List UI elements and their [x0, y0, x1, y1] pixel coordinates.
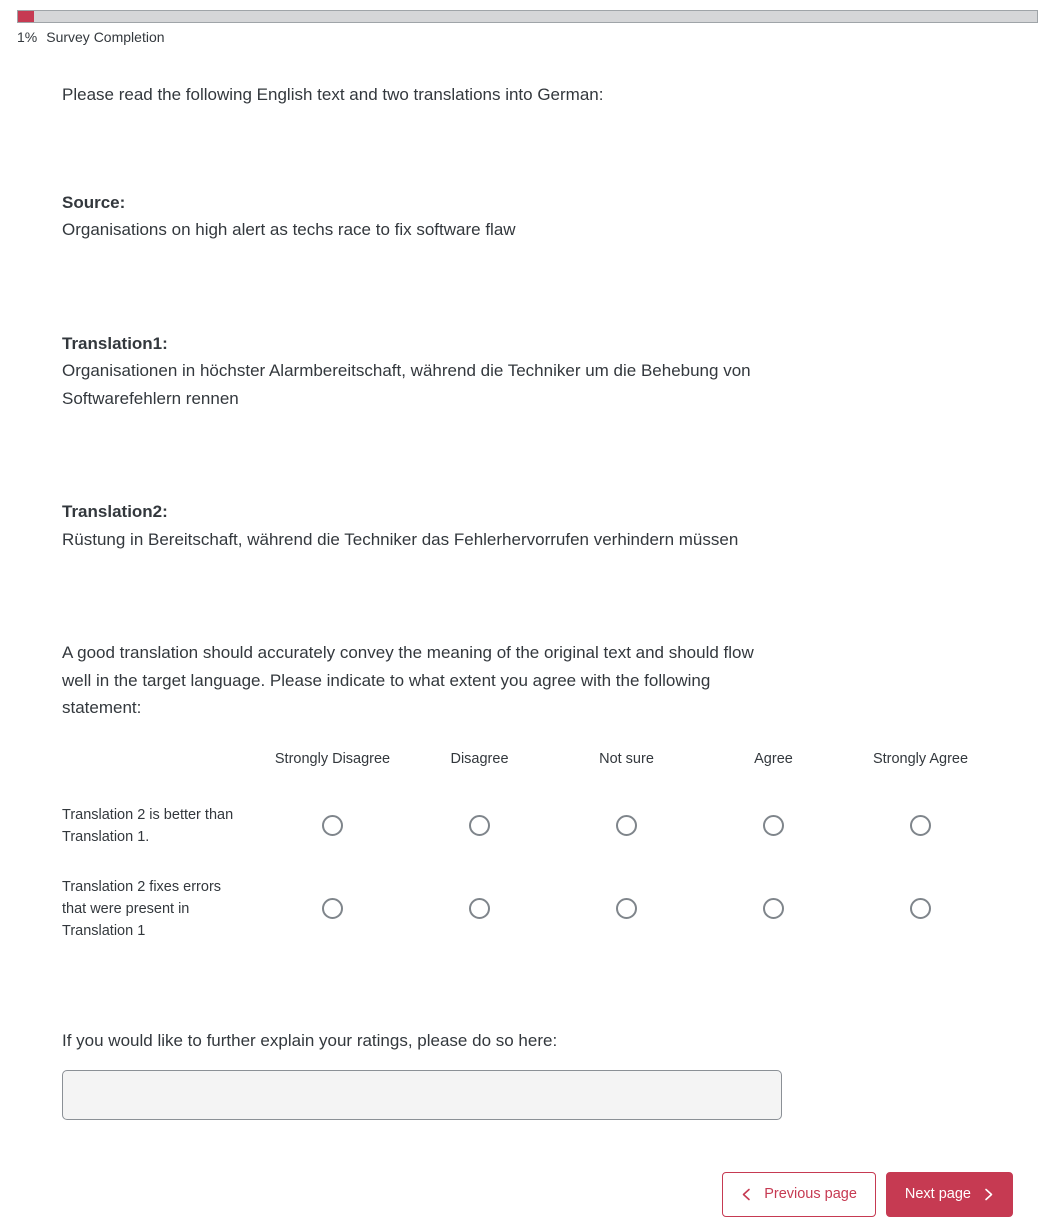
likert-option-agree: Agree [754, 750, 793, 767]
likert-statement-2: Translation 2 fixes errors that were present in Translation 1 [62, 878, 222, 939]
chevron-right-icon [983, 1188, 994, 1201]
radio-statement1-not-sure[interactable] [616, 815, 637, 836]
survey-page [62, 81, 1054, 1217]
survey-completion-text [17, 28, 1054, 46]
previous-page-label: Previous page [764, 1186, 857, 1202]
radio-statement1-agree[interactable] [763, 815, 784, 836]
radio-statement1-disagree[interactable] [469, 815, 490, 836]
translation1-label: Translation1: [62, 333, 168, 353]
likert-option-not-sure: Not sure [599, 750, 654, 767]
likert-header-row [62, 750, 1054, 769]
previous-page-button[interactable] [722, 1172, 876, 1217]
source-text: Organisations on high alert as techs race to fix software flaw [62, 220, 516, 239]
chevron-left-icon [741, 1188, 752, 1201]
translation2-label: Translation2: [62, 502, 168, 521]
question-text: A good translation should accurately convey the meaning of the original text and should flow well in the target language. Please indicate to what extent you agree with the following statement: [62, 643, 754, 717]
comment-label: If you would like to further explain your ratings, please do so here: [62, 1030, 558, 1050]
intro-text: Please read the following English text and two translations into German: [62, 85, 604, 104]
source-block [62, 189, 1054, 244]
translation1-text: Organisationen in höchster Alarmbereitschaft, während die Techniker um die Behebung von Softwarefehlern rennen [62, 361, 751, 408]
likert-matrix [62, 750, 1054, 947]
radio-statement1-strongly-disagree[interactable] [322, 815, 343, 836]
likert-option-disagree: Disagree [450, 750, 509, 767]
survey-progress-bar [17, 10, 1038, 23]
translation1-block [62, 330, 1054, 413]
likert-row-1 [62, 795, 1054, 857]
survey-completion-percent: 1% [17, 29, 38, 45]
next-page-label: Next page [904, 1186, 971, 1202]
translation2-text: Rüstung in Bereitschaft, während die Techniker das Fehlerhervorrufen verhindern müssen [62, 529, 739, 549]
source-label: Source: [62, 192, 126, 212]
nav-bar [62, 1172, 1013, 1217]
likert-option-strongly-agree: Strongly Agree [872, 750, 969, 767]
likert-statement-1: Translation 2 is better than Translation 1. [62, 806, 234, 845]
likert-option-strongly-disagree: Strongly Disagree [274, 750, 391, 767]
radio-statement2-not-sure[interactable] [616, 898, 637, 919]
radio-statement2-disagree[interactable] [469, 898, 490, 919]
radio-statement1-strongly-agree[interactable] [910, 815, 931, 836]
survey-progress-fill [18, 11, 34, 22]
next-page-button[interactable] [886, 1172, 1013, 1217]
likert-row-2 [62, 871, 1054, 947]
radio-statement2-strongly-agree[interactable] [910, 898, 931, 919]
comment-input[interactable] [62, 1070, 782, 1120]
radio-statement2-agree[interactable] [763, 898, 784, 919]
survey-completion-label: Survey Completion [46, 29, 165, 45]
translation2-block [62, 498, 1054, 553]
radio-statement2-strongly-disagree[interactable] [322, 898, 343, 919]
